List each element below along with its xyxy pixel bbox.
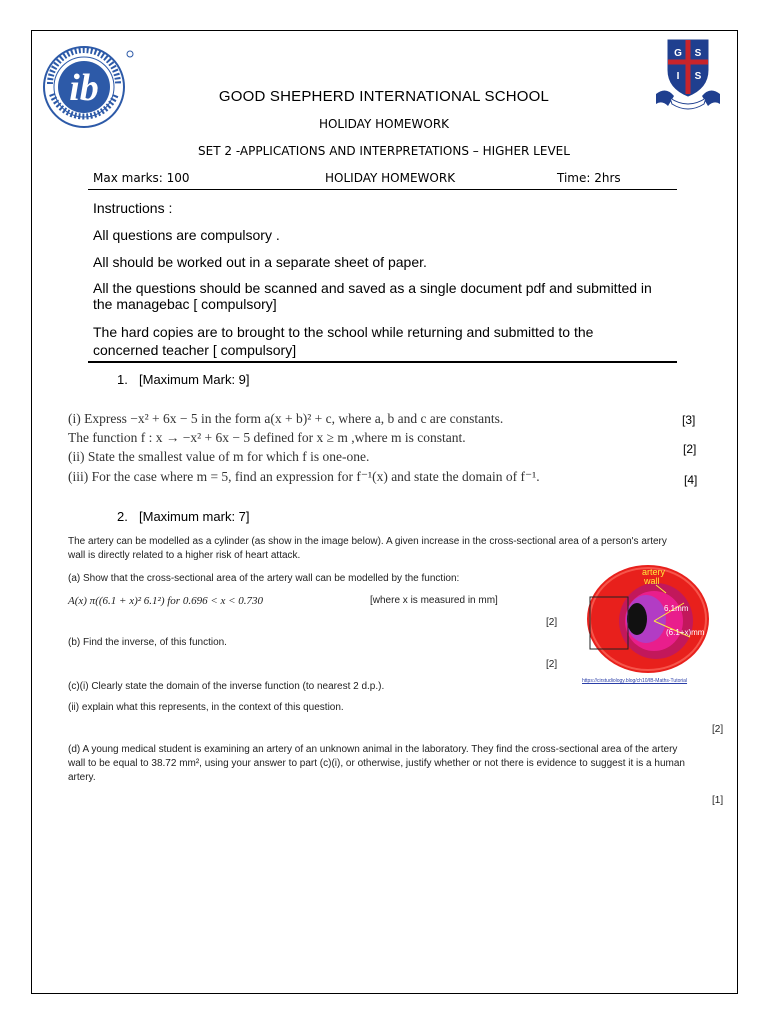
q1-function-def: The function f : x → −x² + 6x − 5 defined for x ≥ m ,where m is constant.	[68, 430, 466, 445]
instructions-title: Instructions :	[93, 200, 173, 216]
q1-mark-ii: [2]	[683, 442, 697, 456]
svg-text:I: I	[676, 71, 680, 82]
instruction-item: concerned teacher [ compulsory]	[93, 342, 297, 358]
q1-heading: [Maximum Mark: 9]	[139, 372, 250, 387]
q2-mark-d: [1]	[712, 795, 724, 806]
instruction-item: All should be worked out in a separate sheet of paper.	[93, 254, 427, 270]
q2-mark-b: [2]	[546, 659, 558, 670]
q2-formula-note: [where x is measured in mm]	[370, 595, 498, 606]
q1-mark-i: [3]	[682, 413, 696, 427]
q2-part-a: (a) Show that the cross-sectional area of the artery wall can be modelled by the function:	[68, 573, 460, 584]
q2-intro-cont: wall is directly related to a higher risk of heart attack.	[68, 550, 301, 561]
svg-text:wall: wall	[644, 576, 660, 586]
svg-text:ib: ib	[69, 67, 99, 109]
instructions-divider	[88, 361, 677, 363]
q2-number: 2.	[117, 509, 128, 524]
q2-intro: The artery can be modelled as a cylinder (as show in the image below). A given increase in the cross-sectional area of a person's artery	[68, 536, 667, 547]
q1-part-ii: (ii) State the smallest value of m for which f is one-one.	[68, 449, 370, 464]
svg-text:G: G	[674, 48, 682, 59]
q2-part-d: (d) A young medical student is examining an artery of an unknown animal in the laboratory. They find the cross-sectional area of the artery	[68, 744, 678, 755]
instruction-item: All questions are compulsory .	[93, 227, 280, 243]
artery-image-link[interactable]: https://cirstudiology.blog/ch10/IB-Maths-Tutorial	[582, 678, 688, 684]
svg-text:artery: artery	[642, 567, 666, 577]
q1-number: 1.	[117, 372, 128, 387]
svg-text:S: S	[694, 48, 702, 59]
header-divider	[88, 189, 677, 190]
school-name: GOOD SHEPHERD INTERNATIONAL SCHOOL	[218, 88, 550, 105]
instruction-item: All the questions should be scanned and saved as a single document pdf and submitted in	[93, 280, 652, 296]
q2-part-c-ii: (ii) explain what this represents, in the context of this question.	[68, 702, 344, 713]
svg-text:6.1mm: 6.1mm	[664, 604, 689, 613]
q2-mark-a: [2]	[546, 617, 558, 628]
svg-text:S: S	[694, 71, 702, 82]
instruction-item: the managebac [ compulsory]	[93, 296, 277, 312]
q2-part-c-i: (c)(i) Clearly state the domain of the inverse function (to nearest 2 d.p.).	[68, 681, 385, 692]
time-allowed: Time: 2hrs	[557, 171, 621, 185]
q2-heading: [Maximum mark: 7]	[139, 509, 250, 524]
q2-formula: A(x) π((6.1 + x)² 6.1²) for 0.696 < x < 0.730	[68, 595, 264, 607]
holiday-homework-title: HOLIDAY HOMEWORK	[318, 117, 450, 131]
q1-part-i: (i) Express −x² + 6x − 5 in the form a(x + b)² + c, where a, b and c are constants.	[68, 411, 504, 426]
q1-mark-iii: [4]	[684, 473, 698, 487]
meta-holiday-homework: HOLIDAY HOMEWORK	[325, 171, 456, 185]
q2-part-d-end: artery.	[68, 772, 96, 783]
instruction-item: The hard copies are to brought to the school while returning and submitted to the	[93, 324, 594, 340]
set-title: SET 2 -APPLICATIONS AND INTERPRETATIONS – HIGHER LEVEL	[198, 144, 570, 158]
max-marks: Max marks: 100	[93, 171, 190, 185]
q1-part-iii: (iii) For the case where m = 5, find an expression for f⁻¹(x) and state the domain of f⁻¹.	[68, 469, 540, 484]
svg-text:(6.1+x)mm: (6.1+x)mm	[666, 628, 705, 637]
q2-part-d-cont: wall to be equal to 38.72 mm², using your answer to part (c)(i), or otherwise, justify whether or not there is evidence to suggest it is a human	[68, 758, 685, 769]
artery-image	[582, 563, 710, 679]
q2-part-b: (b) Find the inverse, of this function.	[68, 637, 227, 648]
q2-mark-c: [2]	[712, 724, 724, 735]
